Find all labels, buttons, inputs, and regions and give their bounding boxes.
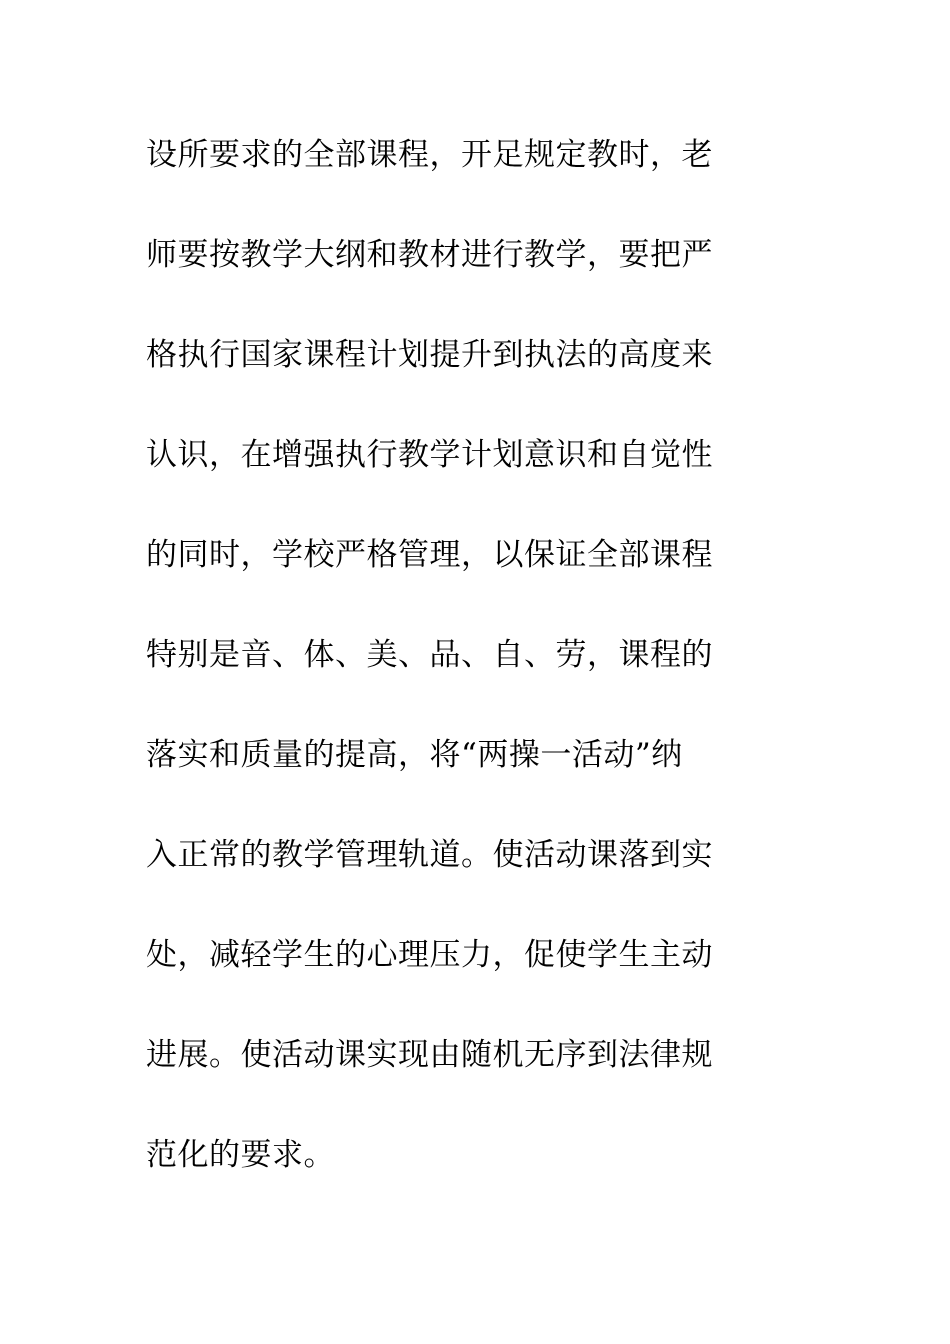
text-line: 认识，在增强执行教学计划意识和自觉性: [146, 437, 713, 473]
text-line: 进展。使活动课实现由随机无序到法律规: [146, 1037, 713, 1073]
text-line: 入正常的教学管理轨道。使活动课落到实: [146, 837, 713, 873]
text-line: 设所要求的全部课程，开足规定教时，老: [146, 137, 713, 173]
text-line: 落实和质量的提高，将“两操一活动”纳: [146, 737, 683, 773]
text-line: 处，减轻学生的心理压力，促使学生主动: [146, 937, 713, 973]
text-line: 的同时，学校严格管理，以保证全部课程: [146, 537, 713, 573]
body-paragraph: [146, 124, 826, 1224]
text-line: 特别是音、体、美、品、自、劳，课程的: [146, 637, 713, 673]
text-line: 范化的要求。: [146, 1137, 335, 1173]
text-line: 格执行国家课程计划提升到执法的高度来: [146, 337, 713, 373]
text-line: 师要按教学大纲和教材进行教学，要把严: [146, 237, 713, 273]
